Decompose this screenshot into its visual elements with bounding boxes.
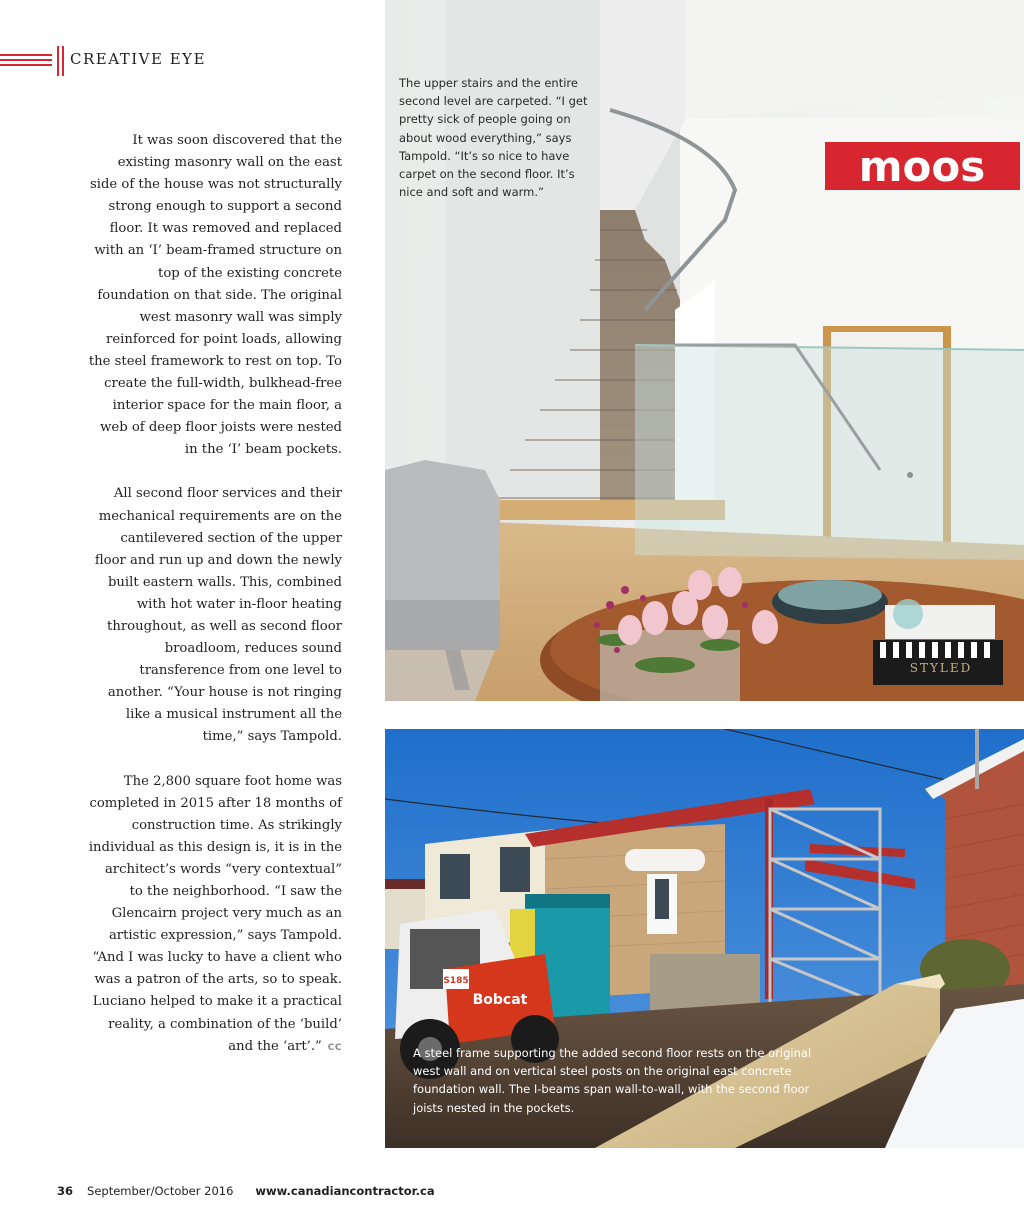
bobcat-brand-text: Bobcat <box>472 992 528 1008</box>
article-paragraph-2: All second floor services and their mechanical requirements are on the cantilevered section of the upper floor and run up and down the newly built eastern walls. This, combined with hot water in-floor heating throughout, as well as second floor broadloom, reduces sound transference from one level to another. “Your house is not ringing like a musical instrument all the time,” says Tampold. <box>94 486 342 745</box>
bobcat-model-text: S185 <box>443 976 469 986</box>
article-body <box>88 130 342 1081</box>
issue-date: September/October 2016 <box>87 1184 234 1198</box>
article-paragraph-3-text: The 2,800 square foot home was completed in 2015 after 18 months of construction time. As strikingly individual as this design is, it is in the architect’s words “very contextual” to the neighborhood. “I saw the Glencairn project very much as an artistic expression,” says Tampold. “And I was lucky to have a client who was a patron of the arts, so to speak. Luciano helped to make it a practical reality, a combination of the ‘build’ and the ‘art’.” <box>88 773 342 1054</box>
article-paragraph-1: It was soon discovered that the existing masonry wall on the east side of the house was not structurally strong enough to support a second floor. It was removed and replaced with an ‘I’ beam-framed structure on top of the existing concrete foundation on that side. The original west masonry wall was simply reinforced for point loads, allowing the steel framework to rest on top. To create the full-width, bulkhead-free interior space for the main floor, a web of deep floor joists were nested in the ‘I’ beam pockets. <box>88 133 342 458</box>
section-marker <box>0 46 56 76</box>
page-number: 36 <box>57 1184 74 1198</box>
article-paragraph-3 <box>88 771 342 1059</box>
interior-photo-caption: The upper stairs and the entire second level are carpeted. “I get pretty sick of people going on about wood everything,” says Tampold. “It’s so nice to have carpet on the second floor. It’s nice and soft and warm.” <box>399 76 588 200</box>
wall-sign-text: moos <box>858 142 986 191</box>
book-title-text: STYLED <box>909 661 973 675</box>
section-title: CREATIVE EYE <box>70 50 207 68</box>
page-footer <box>57 1184 435 1198</box>
construction-photo-caption: A steel frame supporting the added second floor rests on the original west wall and on vertical steel posts on the original east concrete foundation wall. The I-beams span wall-to-wall, with the second floor joists nested in the pockets. <box>413 1046 812 1115</box>
website-link[interactable]: www.canadiancontractor.ca <box>255 1184 435 1198</box>
end-mark: CC <box>327 1042 342 1053</box>
